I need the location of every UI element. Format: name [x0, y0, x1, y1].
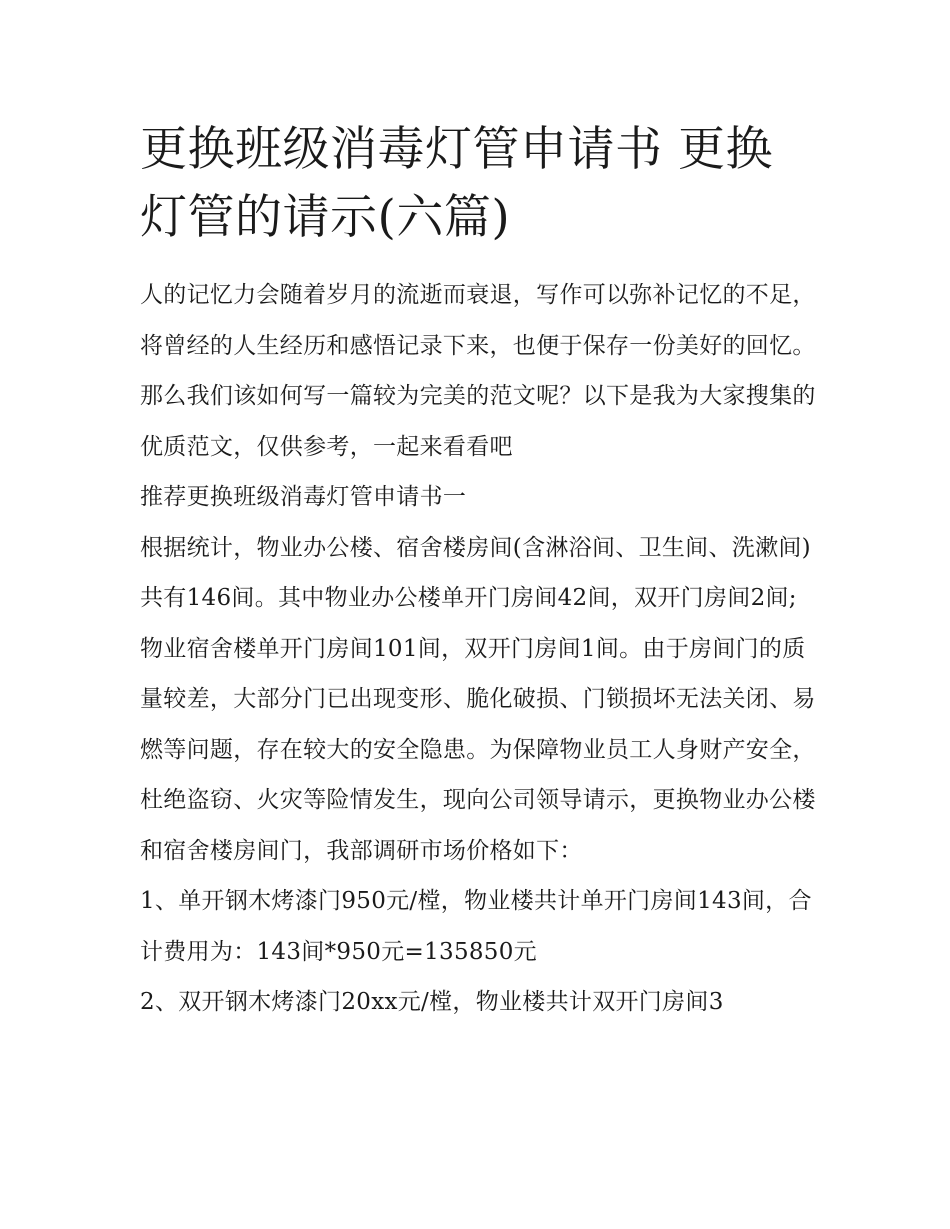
- intro-paragraph: 人的记忆力会随着岁月的流逝而衰退，写作可以弥补记忆的不足，将曾经的人生经历和感悟记录下来，也便于保存一份美好的回忆。那么我们该如何写一篇较为完美的范文呢？以下是我为大家搜集的优质范文，仅供参考，一起来看看吧: [140, 282, 816, 460]
- list-item-1: 1、单开钢木烤漆门950元/樘，物业楼共计单开门房间143间，合计费用为：143间*950元=135850元: [140, 888, 812, 965]
- document-body: [140, 270, 816, 1028]
- document-title: 更换班级消毒灯管申请书 更换灯管的请示(六篇): [140, 122, 773, 245]
- body-paragraph: 根据统计，物业办公楼、宿舍楼房间(含淋浴间、卫生间、洗漱间)共有146间。其中物业办公楼单开门房间42间，双开门房间2间;物业宿舍楼单开门房间101间，双开门房间1间。由于房间门的质量较差，大部分门已出现变形、脆化破损、门锁损坏无法关闭、易燃等问题，存在较大的安全隐患。为保障物业员工人身财产安全，杜绝盗窃、火灾等险情发生，现向公司领导请示，更换物业办公楼和宿舍楼房间门，我部调研市场价格如下：: [140, 534, 816, 864]
- section-heading: 推荐更换班级消毒灯管申请书一: [140, 484, 467, 510]
- list-item-2: 2、双开钢木烤漆门20xx元/樘，物业楼共计双开门房间3: [140, 989, 724, 1015]
